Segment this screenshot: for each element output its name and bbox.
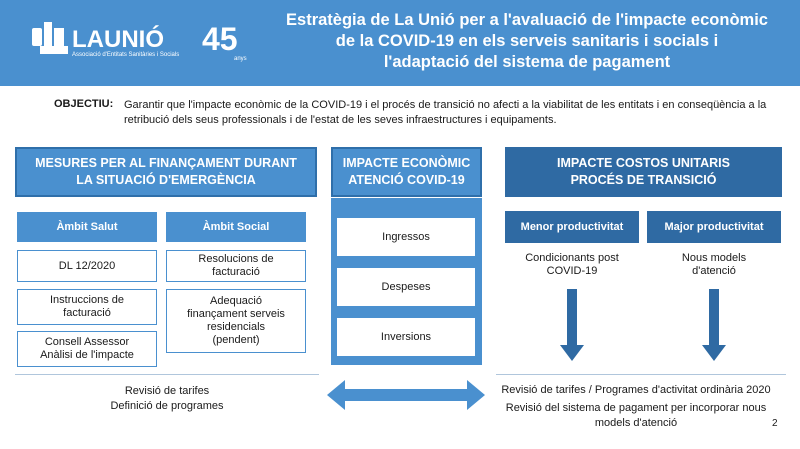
- salut-item-consell: Consell Assessor Anàlisi de l'impacte: [17, 331, 157, 367]
- logo-subtitle: Associació d'Entitats Sanitàries i Socials: [72, 52, 180, 58]
- svg-text:LAUNIÓ: LAUNIÓ: [72, 26, 164, 53]
- center-item-ingressos: Ingressos: [337, 218, 475, 256]
- salut-item-instruccions: Instruccions de facturació: [17, 289, 157, 325]
- social-item-resolucions: Resolucions de facturació: [166, 250, 306, 282]
- right-header-line: IMPACTE COSTOS UNITARIS: [557, 156, 730, 170]
- social-header: Àmbit Social: [166, 212, 306, 242]
- right-header-line: PROCÉS DE TRANSICIÓ: [570, 173, 717, 187]
- svg-text:anys: anys: [234, 56, 247, 62]
- right-section-header: [505, 147, 782, 197]
- right-divider: [496, 374, 786, 375]
- svg-text:45: 45: [202, 21, 238, 57]
- title-line: l'adaptació del sistema de pagament: [383, 53, 671, 71]
- right-footer: [486, 383, 786, 431]
- double-arrow-icon: [327, 380, 485, 410]
- title-line: de la COVID-19 en els serveis sanitaris i socials i: [335, 32, 719, 50]
- left-header-line: LA SITUACIÓ D'EMERGÈNCIA: [76, 173, 256, 187]
- down-arrow-icon: [560, 289, 584, 361]
- left-footer-line: Revisió de tarifes: [124, 385, 210, 397]
- center-header-line: ATENCIÓ COVID-19: [348, 173, 465, 187]
- left-footer: [15, 384, 319, 414]
- col2-text: Nous models d'atenció: [681, 252, 747, 277]
- title-line: Estratègia de La Unió per a l'avaluació de l'impacte econòmic: [286, 11, 768, 29]
- center-item-despeses: Despeses: [337, 268, 475, 306]
- objective-text: Garantir que l'impacte econòmic de la COVID-19 i el procés de transició no afecti a la viabilitat de les entitats i en conseqüència a la retribució dels seus professionals i de l'estat de les seves infraestructures i equipaments.: [124, 99, 767, 126]
- col1-text: Condicionants post COVID-19: [525, 252, 619, 277]
- social-item-adequacio: Adequació finançament serveis residencials (pendent): [166, 289, 306, 353]
- salut-header: Àmbit Salut: [17, 212, 157, 242]
- anniversary-logo: [202, 16, 252, 64]
- page-title: [262, 10, 792, 73]
- down-arrow-icon: [702, 289, 726, 361]
- left-header-line: MESURES PER AL FINANÇAMENT DURANT: [35, 156, 297, 170]
- objective-label: OBJECTIU:: [54, 98, 114, 110]
- salut-item-dl: DL 12/2020: [17, 250, 157, 282]
- header-banner: [0, 0, 800, 86]
- center-section-header: [331, 147, 482, 197]
- page-number: 2: [772, 418, 778, 429]
- left-section-header: [15, 147, 317, 197]
- left-footer-line: Definició de programes: [110, 400, 224, 412]
- center-item-inversions: Inversions: [337, 318, 475, 356]
- center-header-line: IMPACTE ECONÒMIC: [342, 156, 471, 170]
- left-divider: [15, 374, 319, 375]
- menor-productivitat-header: Menor productivitat: [505, 211, 639, 243]
- right-footer-line: models d'atenció: [594, 417, 678, 429]
- major-productivitat-header: Major productivitat: [647, 211, 781, 243]
- right-footer-line: Revisió de tarifes / Programes d'activitat ordinària 2020: [501, 384, 771, 396]
- right-footer-line: Revisió del sistema de pagament per incorporar nous: [505, 402, 767, 414]
- la-unio-logo: [30, 20, 190, 66]
